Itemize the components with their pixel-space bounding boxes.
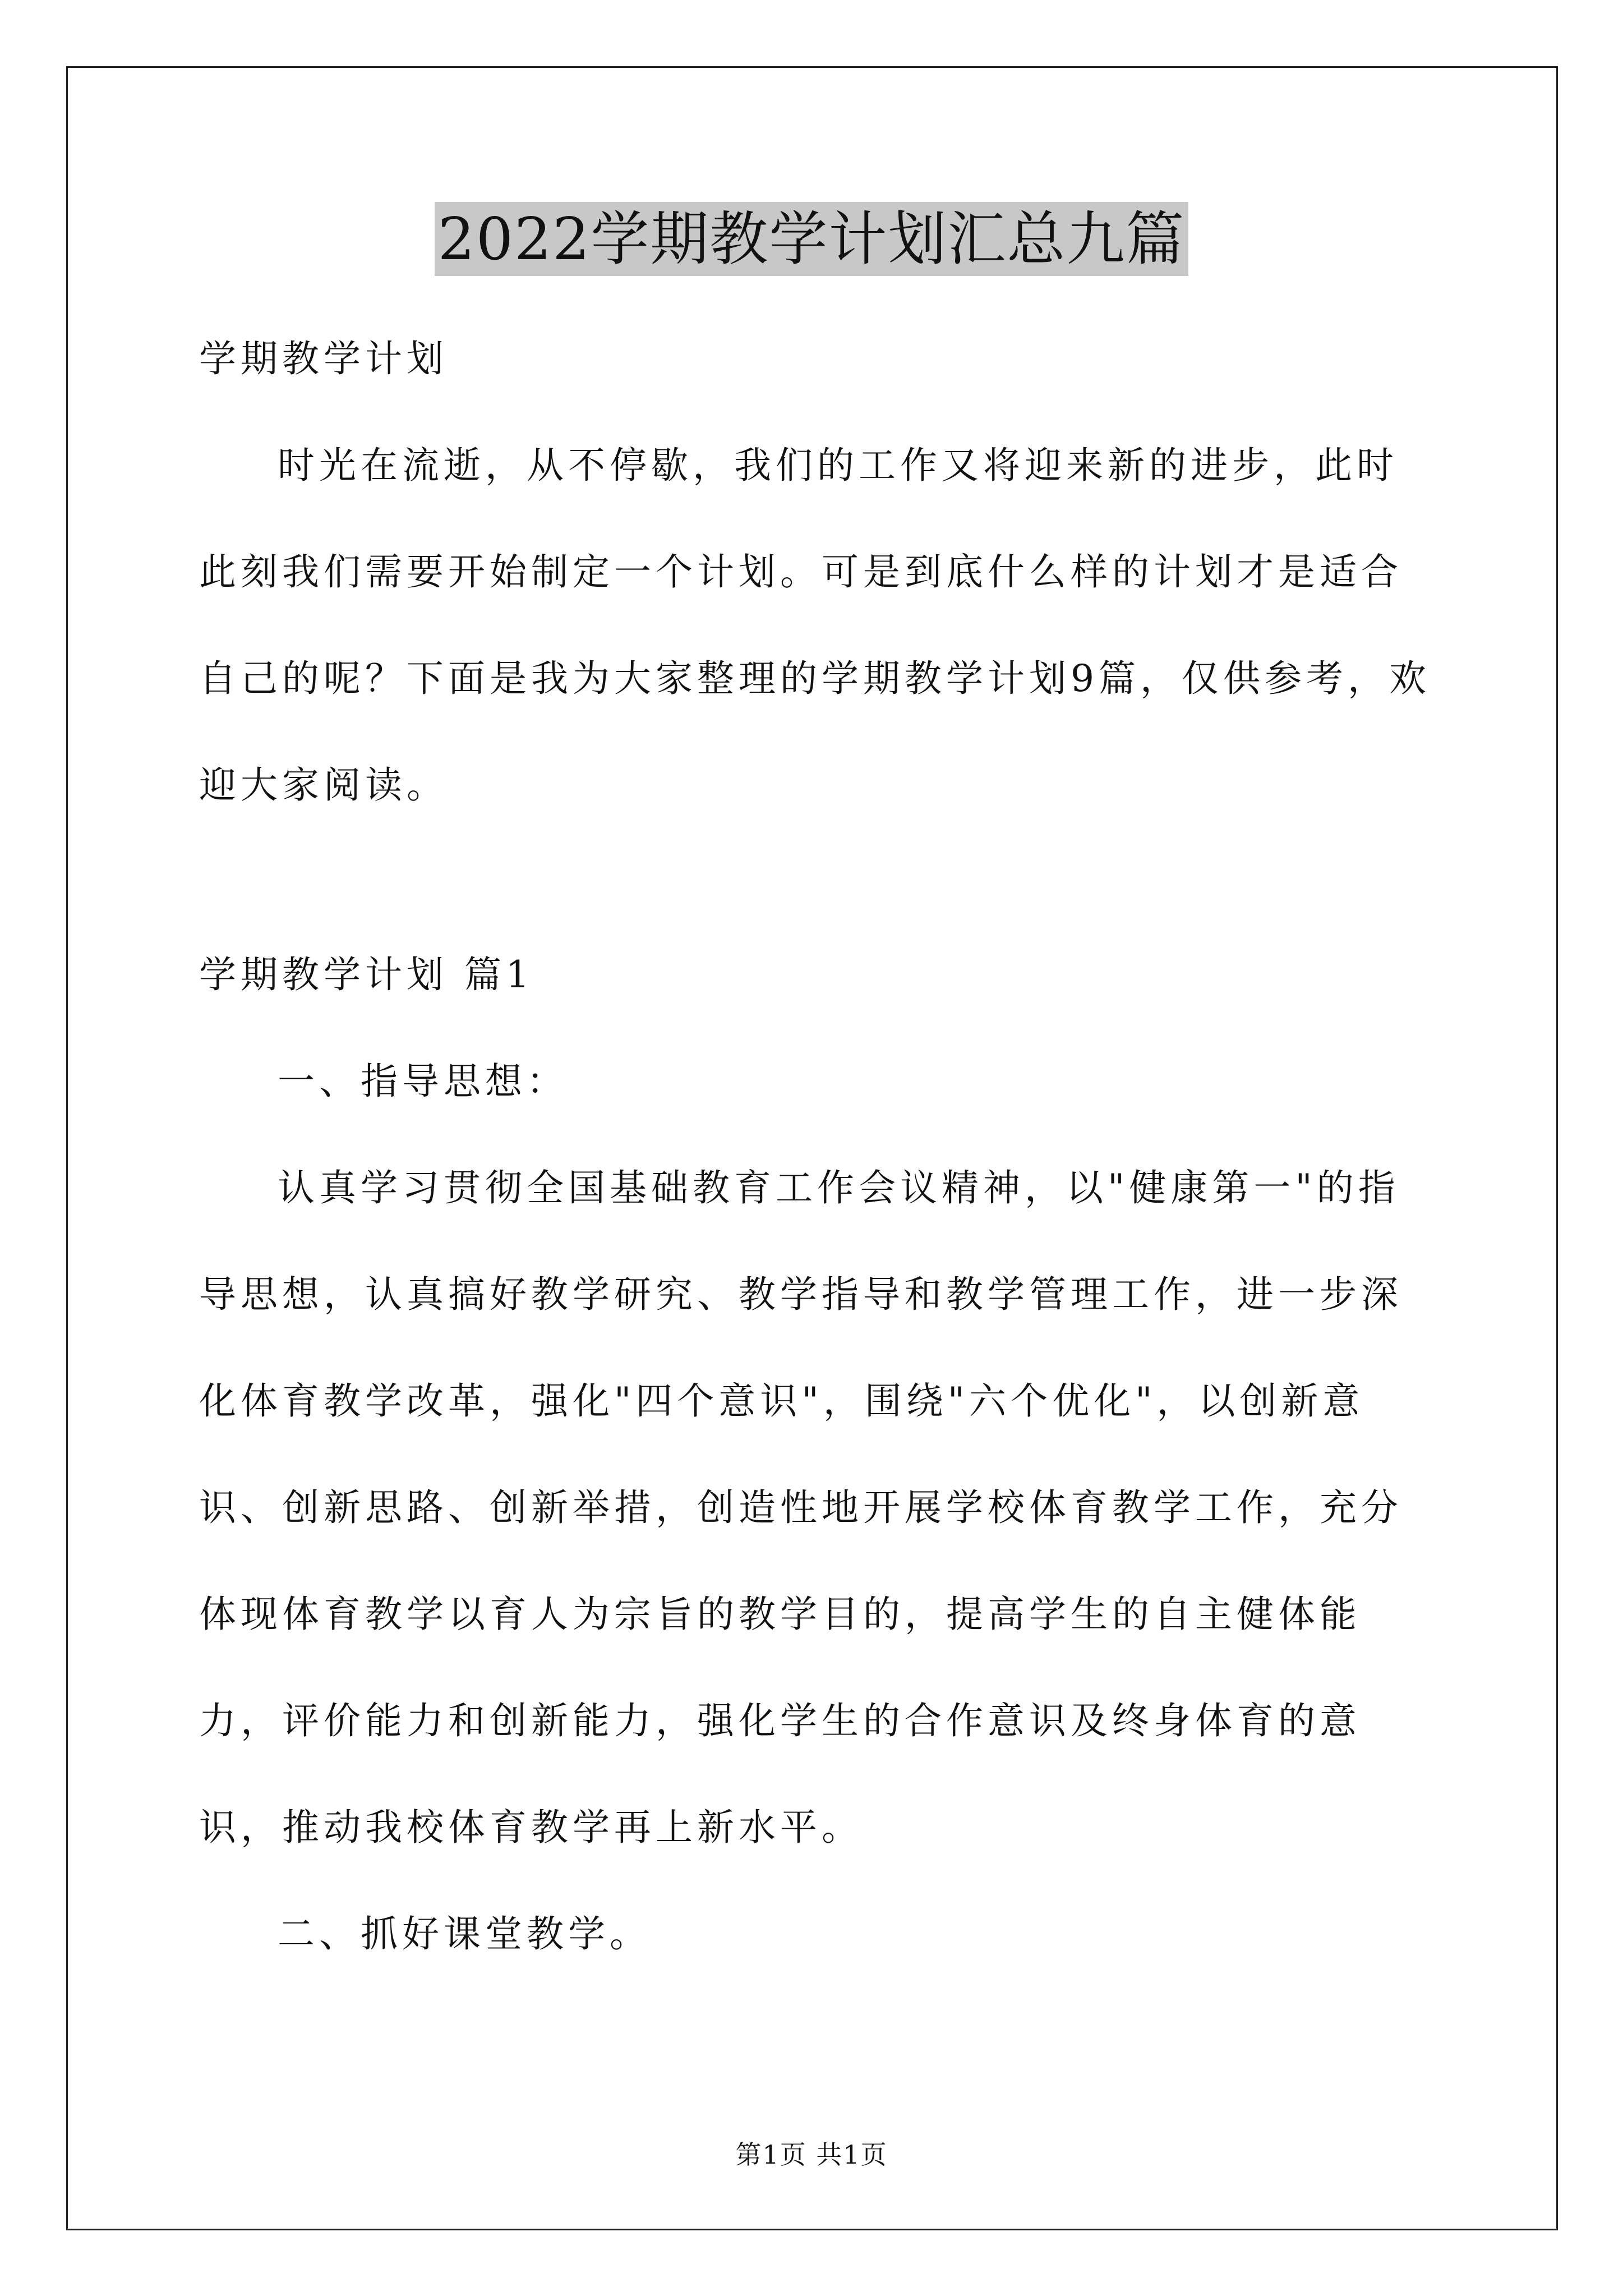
paragraph-gap — [199, 839, 1433, 922]
article-heading: 学期教学计划 篇1 — [199, 953, 534, 996]
page-footer: 第1页 共1页 — [735, 2139, 888, 2170]
heading-one: 一、指导思想： — [278, 1060, 568, 1103]
intro-paragraph: 时光在流逝，从不停歇，我们的工作又将迎来新的进步，此时此刻我们需要开始制定一个计划。可是到底什么样的计划才是适合自己的呢？下面是我为大家整理的学期教学计划9篇，仅供参考，欢迎大家阅读。 — [199, 444, 1431, 807]
section-label: 学期教学计划 — [199, 337, 448, 380]
document-title: 2022学期教学计划汇总九篇 — [435, 202, 1189, 276]
heading-two: 二、抓好课堂教学。 — [278, 1912, 651, 1955]
document-body — [199, 306, 1433, 1987]
paragraph-one: 认真学习贯彻全国基础教育工作会议精神，以"健康第一"的指导思想，认真搞好教学研究、教学指导和教学管理工作，进一步深化体育教学改革，强化"四个意识"，围绕"六个优化"，以创新意识、创新思路、创新举措，创造性地开展学校体育教学工作，充分体现体育教学以育人为宗旨的教学目的，提高学生的自主健体能力，评价能力和创新能力，强化学生的合作意识及终身体育的意识，推动我校体育教学再上新水平。 — [199, 1166, 1403, 1849]
title-container — [0, 202, 1623, 276]
